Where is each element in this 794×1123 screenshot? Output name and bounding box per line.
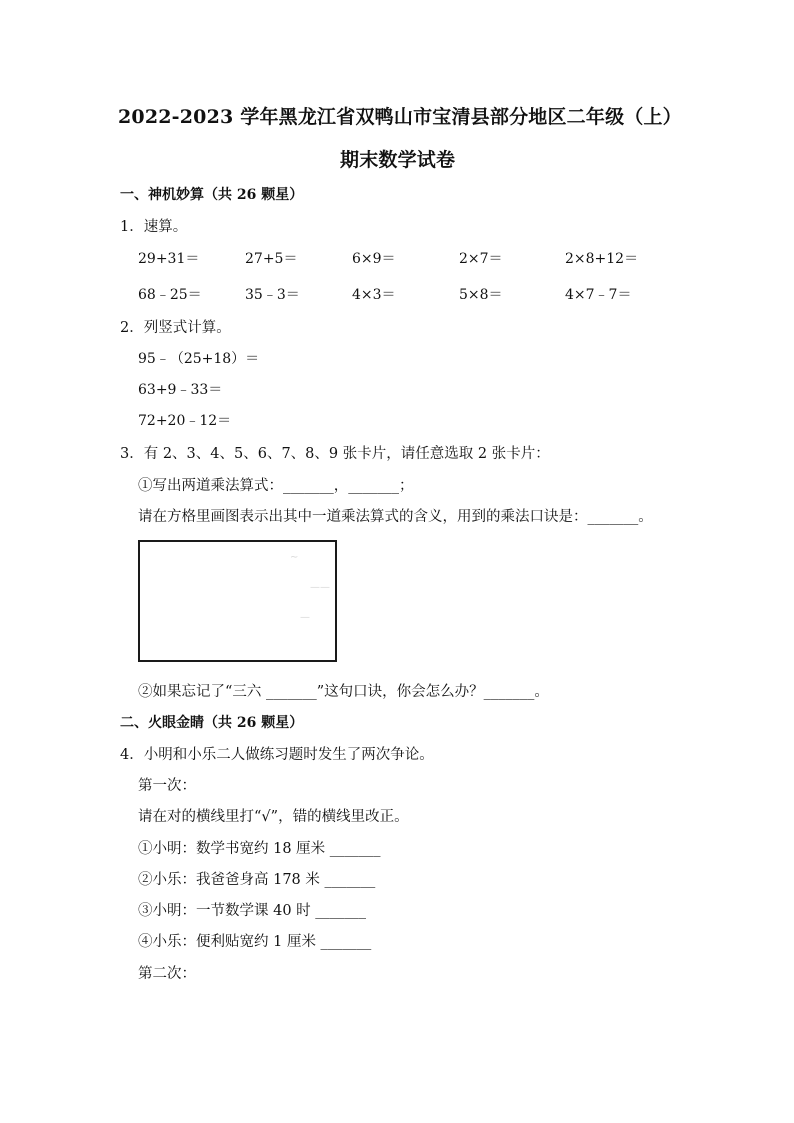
vertical-calc-item: 72+20﹣12＝: [138, 413, 232, 429]
question-4-item: ④小乐：便利贴宽约 1 厘米 _______: [138, 934, 372, 950]
vertical-calc-item: 95﹣（25+18）＝: [138, 351, 260, 367]
question-4-second: 第二次：: [138, 966, 196, 982]
question-3-part-2: ②如果忘记了“三六 _______”这句口诀，你会怎么办？_______。: [138, 684, 549, 700]
question-3-prompt: 3．有 2、3、4、5、6、7、8、9 张卡片，请任意选取 2 张卡片：: [120, 446, 550, 462]
section-heading-1: 一、神机妙算（共 26 颗星）: [120, 187, 304, 203]
calc-item: 27+5＝: [245, 251, 298, 267]
vertical-calc-item: 63+9﹣33＝: [138, 382, 223, 398]
calc-item: 29+31＝: [138, 251, 200, 267]
question-1-prompt: 1．速算。: [120, 219, 188, 235]
question-3-instruction: 请在方格里画图表示出其中一道乘法算式的含义，用到的乘法口诀是：_______。: [138, 509, 653, 525]
question-4-first: 第一次：: [138, 778, 196, 794]
question-4-instruction: 请在对的横线里打“√”，错的横线里改正。: [138, 809, 409, 825]
question-4-item: ③小明：一节数学课 40 时 _______: [138, 903, 367, 919]
question-4-item: ①小明：数学书宽约 18 厘米 _______: [138, 841, 381, 857]
drawing-grid-box: ∼ —— —: [138, 540, 337, 662]
section-heading-2: 二、火眼金睛（共 26 颗星）: [120, 715, 304, 731]
calc-item: 2×7＝: [459, 251, 503, 267]
calc-item: 5×8＝: [459, 287, 503, 303]
calc-item: 2×8+12＝: [565, 251, 639, 267]
question-2-prompt: 2．列竖式计算。: [120, 320, 231, 336]
calc-item: 68﹣25＝: [138, 287, 202, 303]
calc-item: 4×7﹣7＝: [565, 287, 632, 303]
calc-item: 35﹣3＝: [245, 287, 300, 303]
calc-item: 6×9＝: [352, 251, 396, 267]
question-4-prompt: 4．小明和小乐二人做练习题时发生了两次争论。: [120, 747, 434, 763]
page-subtitle: 期末数学试卷: [340, 149, 456, 171]
calc-item: 4×3＝: [352, 287, 396, 303]
page-title: 2022-2023 学年黑龙江省双鸭山市宝清县部分地区二年级（上）: [118, 106, 682, 128]
question-3-part-1: ①写出两道乘法算式：_______，_______；: [138, 478, 414, 494]
question-4-item: ②小乐：我爸爸身高 178 米 _______: [138, 872, 376, 888]
